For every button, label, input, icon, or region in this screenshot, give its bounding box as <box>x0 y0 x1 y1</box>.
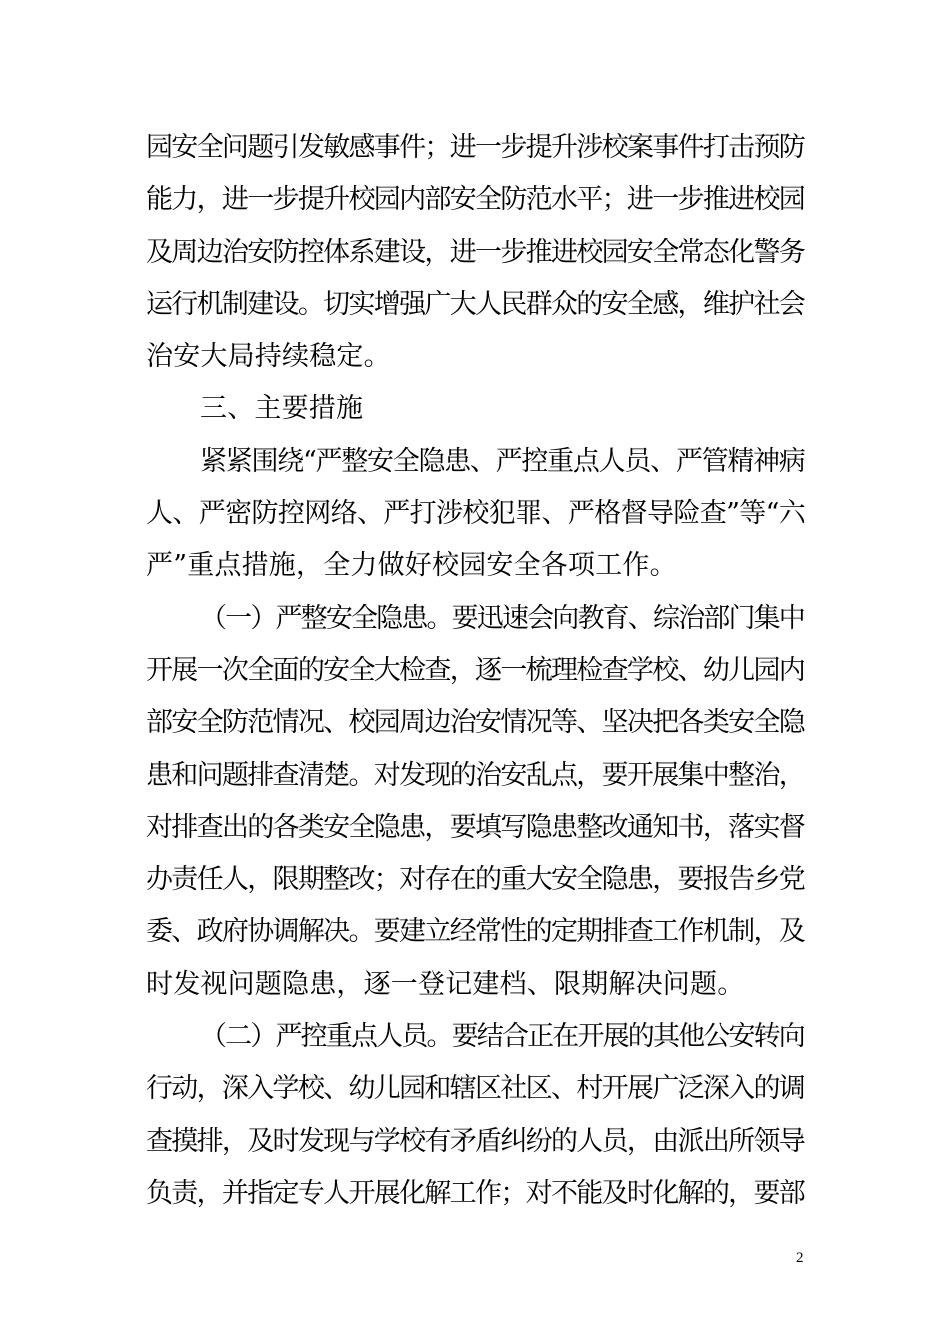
text-line: 查摸排，及时发现与学校有矛盾纠纷的人员，由派出所领导 <box>146 1125 805 1157</box>
text-line: 及周边治安防控体系建设，进一步推进校园安全常态化警务 <box>146 236 805 268</box>
text-line: （二）严控重点人员。要结合正在开展的其他公安转向 <box>200 1021 804 1053</box>
text-line: 园安全问题引发敏感事件；进一步提升涉校案事件打击预防 <box>146 132 805 163</box>
text-line: （一）严整安全隐患。要迅速会向教育、综治部门集中 <box>200 602 804 634</box>
text-line: 治安大局持续稳定。 <box>146 341 391 373</box>
text-line: 时发视问题隐患，逐一登记建档、限期解决问题。 <box>146 968 745 1000</box>
text-line: 负责，并指定专人开展化解工作；对不能及时化解的，要部 <box>146 1177 805 1209</box>
text-line: 行动，深入学校、幼儿园和辖区社区、村开展广泛深入的调 <box>146 1073 805 1105</box>
text-line: 三、主要措施 <box>200 393 364 425</box>
text-line: 人、严密防控网络、严打涉校犯罪、严格督导险查”等“六 <box>146 498 806 530</box>
text-line: 紧紧围绕“严整安全隐患、严控重点人员、严管精神病 <box>200 445 805 477</box>
text-line: 委、政府协调解决。要建立经常性的定期排查工作机制，及 <box>146 916 805 948</box>
text-line: 部安全防范情况、校园周边治安情况等、坚决把各类安全隐 <box>146 707 805 739</box>
body-text <box>146 122 816 1220</box>
text-line: 对排查出的各类安全隐患，要填写隐患整改通知书，落实督 <box>146 811 805 843</box>
text-line: 开展一次全面的安全大检查，逐一梳理检查学校、幼儿园内 <box>146 654 805 686</box>
page-number: 2 <box>796 1250 804 1266</box>
text-line: 办责任人，限期整改；对存在的重大安全隐患，要报告乡党 <box>146 864 805 896</box>
text-line: 患和问题排查清楚。对发现的治安乱点，要开展集中整治， <box>146 759 805 791</box>
text-line: 运行机制建设。切实增强广大人民群众的安全感，维护社会 <box>146 288 805 320</box>
text-line: 能力，进一步提升校园内部安全防范水平；进一步推进校园 <box>146 184 805 216</box>
text-line: 严”重点措施，全力做好校园安全各项工作。 <box>146 550 677 582</box>
